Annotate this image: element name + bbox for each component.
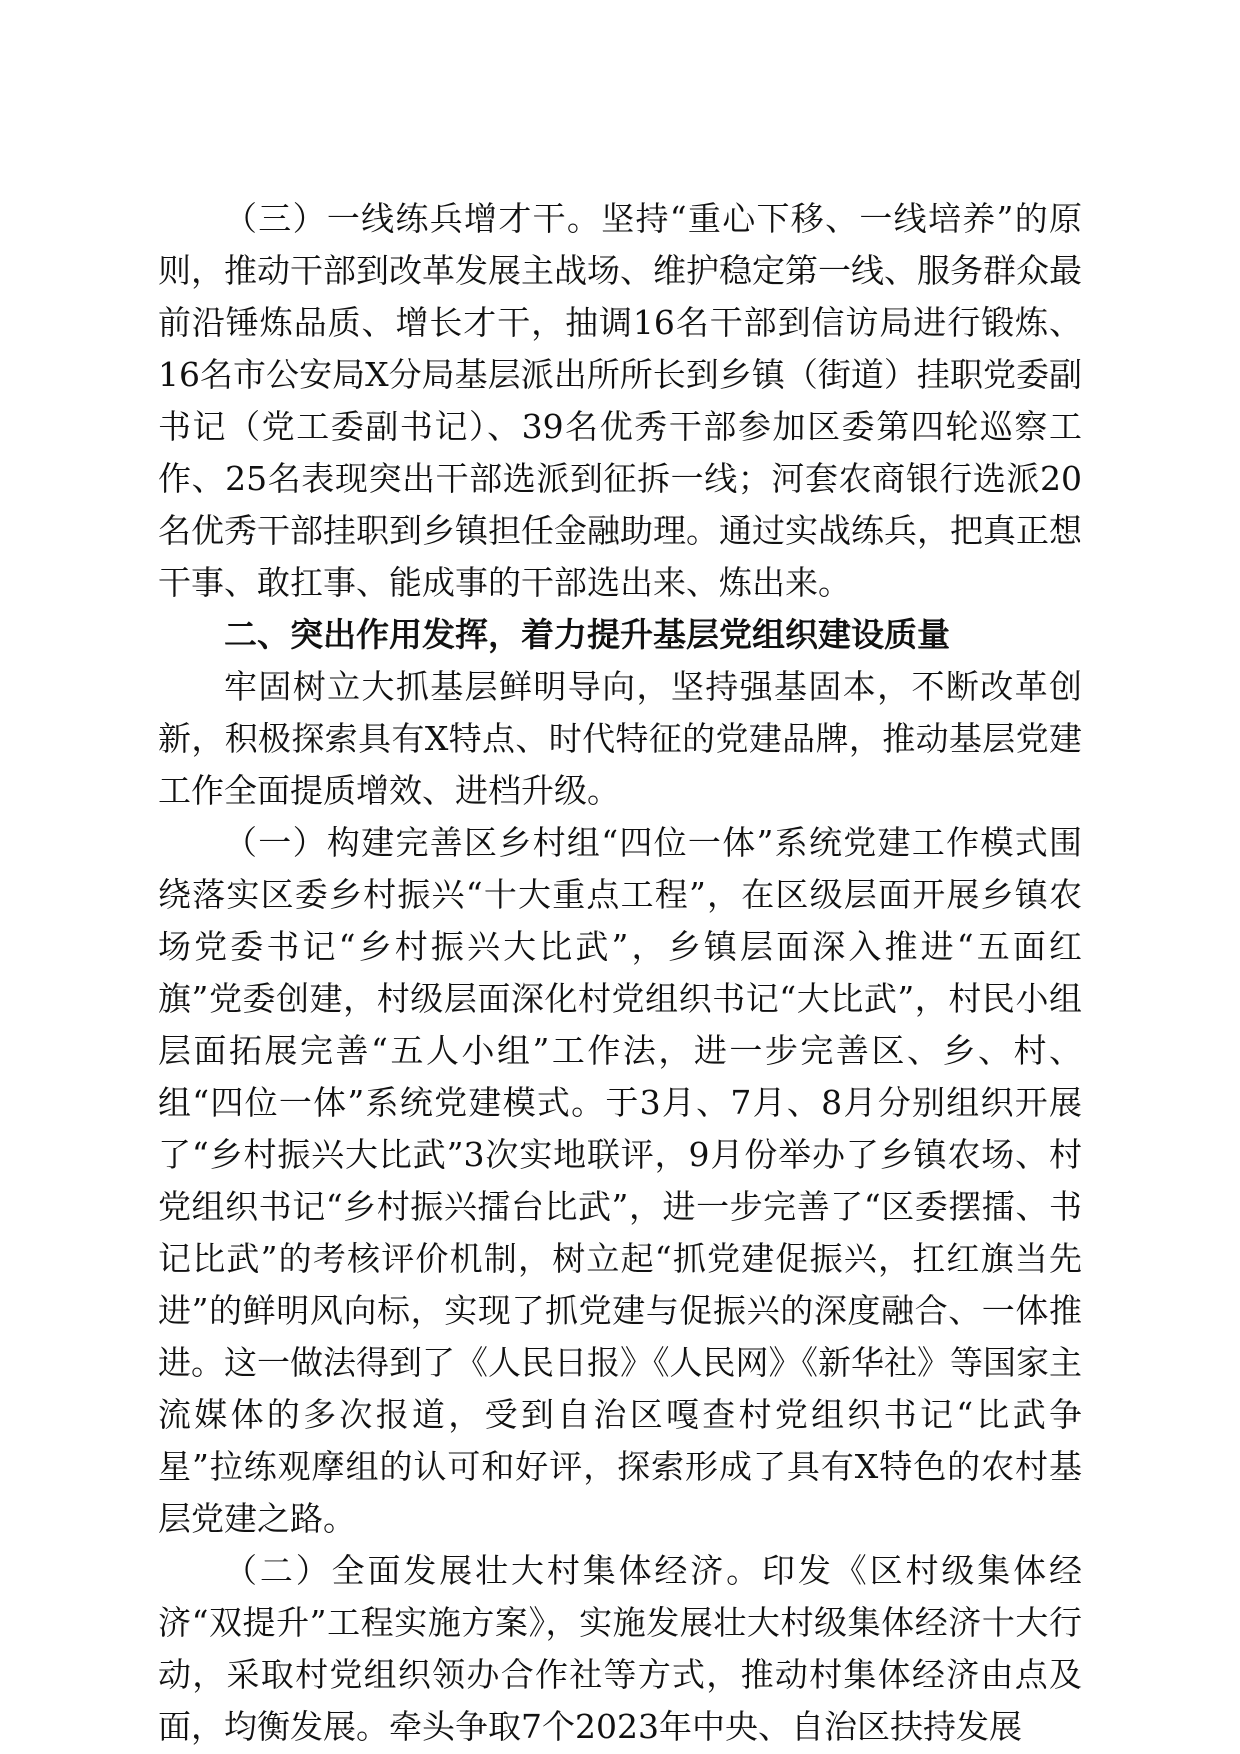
- paragraph-four-in-one-model: （一）构建完善区乡村组“四位一体”系统党建工作模式围绕落实区委乡村振兴“十大重点工程”，在区级层面开展乡镇农场党委书记“乡村振兴大比武”，乡镇层面深入推进“五面红旗”党委创建，村级层面深化村党组织书记“大比武”，村民小组层面拓展完善“五人小组”工作法，进一步完善区、乡、村、组“四位一体”系统党建模式。于3月、7月、8月分别组织开展了“乡村振兴大比武”3次实地联评，9月份举办了乡镇农场、村党组织书记“乡村振兴擂台比武”，进一步完善了“区委摆擂、书记比武”的考核评价机制，树立起“抓党建促振兴，扛红旗当先进”的鲜明风向标，实现了抓党建与促振兴的深度融合、一体推进。这一做法得到了《人民日报》《人民网》《新华社》等国家主流媒体的多次报道，受到自治区嘎查村党组织书记“比武争星”拉练观摩组的认可和好评，探索形成了具有X特色的农村基层党建之路。: [158, 823, 1082, 1538]
- paragraph-frontline-training: （三）一线练兵增才干。坚持“重心下移、一线培养”的原则，推动干部到改革发展主战场、维护稳定第一线、服务群众最前沿锤炼品质、增长才干，抽调16名干部到信访局进行锻炼、16名市公安局X分局基层派出所所长到乡镇（街道）挂职党委副书记（党工委副书记）、39名优秀干部参加区委第四轮巡察工作、25名表现突出干部选派到征拆一线；河套农商银行选派20名优秀干部挂职到乡镇担任金融助理。通过实战练兵，把真正想干事、敢扛事、能成事的干部选出来、炼出来。: [158, 199, 1082, 602]
- document-page: [158, 193, 1082, 1753]
- paragraph-section-intro: 牢固树立大抓基层鲜明导向，坚持强基固本，不断改革创新，积极探索具有X特点、时代特征的党建品牌，推动基层党建工作全面提质增效、进档升级。: [158, 667, 1082, 810]
- section-heading-2: 二、突出作用发挥，着力提升基层党组织建设质量: [224, 615, 950, 654]
- paragraph-collective-economy: （二）全面发展壮大村集体经济。印发《区村级集体经济“双提升”工程实施方案》，实施发展壮大村级集体经济十大行动，采取村党组织领办合作社等方式，推动村集体经济由点及面，均衡发展。牵头争取7个2023年中央、自治区扶持发展: [158, 1551, 1082, 1746]
